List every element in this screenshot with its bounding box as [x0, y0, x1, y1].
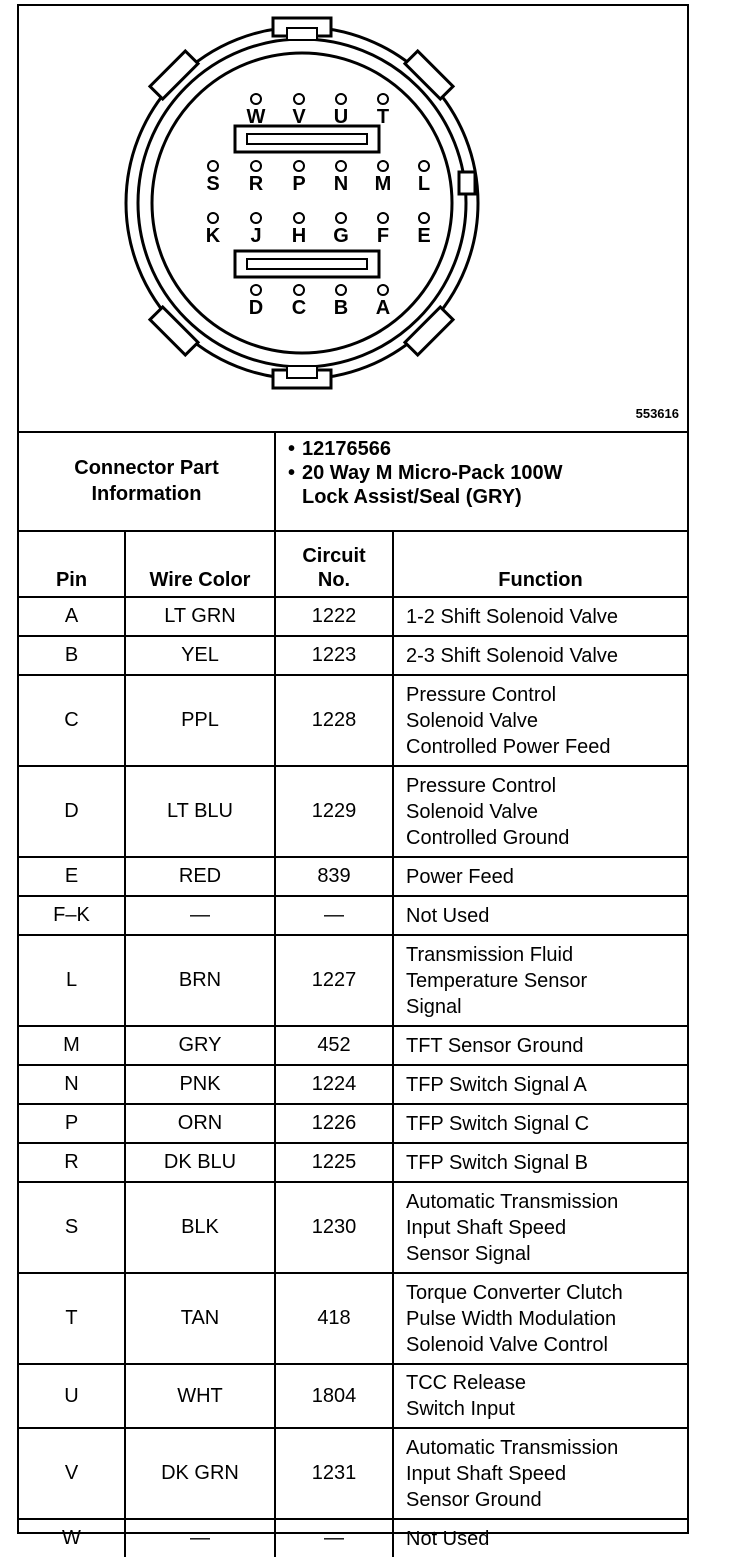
table-row — [19, 857, 687, 896]
function-cell — [393, 1143, 687, 1182]
function-line: Not Used — [406, 1527, 490, 1550]
pin-cell: V — [19, 1428, 125, 1519]
function-line: Not Used — [406, 904, 490, 927]
pin-hole — [294, 161, 304, 171]
pin-label: N — [333, 173, 349, 195]
wire-color-cell: PPL — [125, 675, 275, 766]
lower-slot-inner — [247, 259, 367, 269]
function-line: TFP Switch Signal C — [406, 1112, 590, 1135]
pin-label: B — [333, 297, 349, 319]
function-cell — [393, 1182, 687, 1273]
function-line: Signal — [406, 995, 462, 1018]
function-line: Pulse Width Modulation — [406, 1307, 617, 1330]
function-line: Controlled Ground — [406, 826, 570, 849]
pin-label: D — [248, 297, 264, 319]
function-line: Sensor Signal — [406, 1242, 531, 1265]
function-line: Pressure Control — [406, 683, 557, 706]
circuit-cell: — — [275, 896, 393, 935]
function-cell — [393, 1104, 687, 1143]
table-row — [19, 1273, 687, 1364]
pin-label: K — [205, 225, 221, 247]
pin-label: V — [292, 106, 306, 128]
pin-hole — [294, 213, 304, 223]
pin-cell: N — [19, 1065, 125, 1104]
function-cell — [393, 636, 687, 675]
header-pin: Pin — [19, 531, 125, 597]
pin-cell: P — [19, 1104, 125, 1143]
function-line: TFT Sensor Ground — [406, 1034, 584, 1057]
function-cell — [393, 675, 687, 766]
pin-hole — [419, 161, 429, 171]
circuit-cell: 418 — [275, 1273, 393, 1364]
table-row — [19, 766, 687, 857]
header-function: Function — [393, 531, 687, 597]
connector-table — [19, 431, 687, 1557]
pin-hole — [251, 213, 261, 223]
top-latch-inner — [287, 28, 317, 40]
pin-label: M — [374, 173, 392, 195]
pin-cell: B — [19, 636, 125, 675]
pin-cell: M — [19, 1026, 125, 1065]
part-description-line1: 20 Way M Micro-Pack 100W — [302, 462, 563, 484]
part-info-label-line1: Connector Part — [74, 456, 219, 479]
header-circuit-line1: Circuit — [302, 545, 366, 567]
pin-cell: F–K — [19, 896, 125, 935]
side-key — [459, 172, 475, 194]
header-circuit-line2: No. — [317, 569, 351, 591]
part-description-item — [288, 461, 687, 485]
wire-color-cell: BLK — [125, 1182, 275, 1273]
connector-face-drawing — [19, 6, 687, 431]
pin-cell: L — [19, 935, 125, 1026]
table-row — [19, 1104, 687, 1143]
function-cell — [393, 857, 687, 896]
function-line: Automatic Transmission — [406, 1436, 619, 1459]
function-line: Temperature Sensor — [406, 969, 588, 992]
table-row — [19, 1519, 687, 1557]
pin-hole — [336, 213, 346, 223]
pin-label: U — [333, 106, 349, 128]
part-description-item-2 — [302, 485, 687, 509]
table-row — [19, 1065, 687, 1104]
table-row — [19, 597, 687, 636]
pin-cell: S — [19, 1182, 125, 1273]
part-info-row — [19, 431, 687, 531]
circuit-cell: 1804 — [275, 1364, 393, 1428]
pin-label: T — [376, 106, 390, 128]
part-info-label-line2: Information — [91, 482, 202, 505]
pin-hole — [294, 94, 304, 104]
pin-cell: U — [19, 1364, 125, 1428]
function-line: Pressure Control — [406, 774, 557, 797]
function-line: Solenoid Valve Control — [406, 1333, 608, 1356]
pin-cell: C — [19, 675, 125, 766]
function-line: 2-3 Shift Solenoid Valve — [406, 644, 618, 667]
header-wire-color: Wire Color — [125, 531, 275, 597]
wire-color-cell: ORN — [125, 1104, 275, 1143]
function-line: Automatic Transmission — [406, 1190, 619, 1213]
table-row — [19, 675, 687, 766]
bullet: • — [288, 462, 296, 484]
function-line: Controlled Power Feed — [406, 735, 611, 758]
function-line: TFP Switch Signal A — [406, 1073, 587, 1096]
table-row — [19, 896, 687, 935]
pin-hole — [208, 213, 218, 223]
function-line: Transmission Fluid — [406, 943, 574, 966]
bottom-latch-inner — [287, 366, 317, 378]
connector-diagram — [19, 6, 687, 433]
pin-hole — [336, 285, 346, 295]
wire-color-cell: RED — [125, 857, 275, 896]
table-row — [19, 1026, 687, 1065]
part-number: 12176566 — [302, 438, 391, 460]
connector-sheet — [17, 4, 689, 1550]
function-line: Input Shaft Speed — [406, 1216, 567, 1239]
table-row — [19, 1182, 687, 1273]
function-line: Solenoid Valve — [406, 709, 538, 732]
pin-hole — [251, 94, 261, 104]
bullet: • — [288, 438, 296, 460]
function-line: Input Shaft Speed — [406, 1462, 567, 1485]
wire-color-cell: BRN — [125, 935, 275, 1026]
function-cell — [393, 1519, 687, 1557]
function-line: Torque Converter Clutch — [406, 1281, 623, 1304]
circuit-cell: 1224 — [275, 1065, 393, 1104]
function-cell — [393, 1273, 687, 1364]
function-cell — [393, 1428, 687, 1519]
circuit-cell: — — [275, 1519, 393, 1557]
pin-hole — [378, 94, 388, 104]
circuit-cell: 1229 — [275, 766, 393, 857]
table-row — [19, 935, 687, 1026]
pin-hole — [336, 161, 346, 171]
function-cell — [393, 1065, 687, 1104]
pin-label: L — [417, 173, 431, 195]
part-info-details — [275, 431, 687, 531]
pin-hole — [378, 285, 388, 295]
pin-label: W — [246, 106, 266, 128]
function-cell — [393, 597, 687, 636]
figure-id: 553616 — [635, 406, 679, 421]
pin-cell: W — [19, 1519, 125, 1557]
wire-color-cell: DK BLU — [125, 1143, 275, 1182]
part-info-label — [19, 431, 275, 531]
table-row — [19, 1364, 687, 1428]
pin-cell: T — [19, 1273, 125, 1364]
pin-label: A — [375, 297, 391, 319]
table-row — [19, 636, 687, 675]
function-cell — [393, 766, 687, 857]
circuit-cell: 1225 — [275, 1143, 393, 1182]
upper-slot-inner — [247, 134, 367, 144]
circuit-cell: 1223 — [275, 636, 393, 675]
pin-cell: D — [19, 766, 125, 857]
circuit-cell: 1231 — [275, 1428, 393, 1519]
function-line: TFP Switch Signal B — [406, 1151, 588, 1174]
pin-hole — [336, 94, 346, 104]
circuit-cell: 839 — [275, 857, 393, 896]
pin-label: S — [206, 173, 220, 195]
function-cell — [393, 1026, 687, 1065]
function-cell — [393, 1364, 687, 1428]
pin-label: C — [291, 297, 307, 319]
table-row — [19, 1143, 687, 1182]
wire-color-cell: LT GRN — [125, 597, 275, 636]
pin-cell: R — [19, 1143, 125, 1182]
circuit-cell: 1226 — [275, 1104, 393, 1143]
pin-hole — [378, 213, 388, 223]
circuit-cell: 1222 — [275, 597, 393, 636]
wire-color-cell: TAN — [125, 1273, 275, 1364]
function-line: 1-2 Shift Solenoid Valve — [406, 605, 618, 628]
pin-hole — [378, 161, 388, 171]
pin-cell: A — [19, 597, 125, 636]
pin-hole — [251, 285, 261, 295]
pin-label: E — [417, 225, 431, 247]
function-line: Switch Input — [406, 1398, 515, 1420]
pin-cell: E — [19, 857, 125, 896]
wire-color-cell: LT BLU — [125, 766, 275, 857]
circuit-cell: 1227 — [275, 935, 393, 1026]
function-cell — [393, 896, 687, 935]
function-cell — [393, 935, 687, 1026]
pin-hole — [419, 213, 429, 223]
wire-color-cell: — — [125, 1519, 275, 1557]
header-row — [19, 531, 687, 597]
part-number-item — [288, 437, 687, 461]
pin-hole — [251, 161, 261, 171]
function-line: Power Feed — [406, 865, 514, 888]
pin-label: F — [376, 225, 390, 247]
part-description-line2: Lock Assist/Seal (GRY) — [302, 486, 522, 508]
circuit-cell: 452 — [275, 1026, 393, 1065]
wire-color-cell: — — [125, 896, 275, 935]
wire-color-cell: GRY — [125, 1026, 275, 1065]
wire-color-cell: WHT — [125, 1364, 275, 1428]
header-circuit — [275, 531, 393, 597]
pin-hole — [294, 285, 304, 295]
pin-label: H — [291, 225, 307, 247]
pin-label: G — [333, 225, 349, 247]
wire-color-cell: DK GRN — [125, 1428, 275, 1519]
function-line: Solenoid Valve — [406, 800, 538, 823]
table-row — [19, 1428, 687, 1519]
function-line: TCC Release — [406, 1372, 527, 1394]
circuit-cell: 1228 — [275, 675, 393, 766]
function-line: Sensor Ground — [406, 1488, 542, 1511]
wire-color-cell: PNK — [125, 1065, 275, 1104]
wire-color-cell: YEL — [125, 636, 275, 675]
pin-label: P — [292, 173, 306, 195]
pin-hole — [208, 161, 218, 171]
pin-label: J — [250, 225, 262, 247]
circuit-cell: 1230 — [275, 1182, 393, 1273]
pin-label: R — [248, 173, 264, 195]
